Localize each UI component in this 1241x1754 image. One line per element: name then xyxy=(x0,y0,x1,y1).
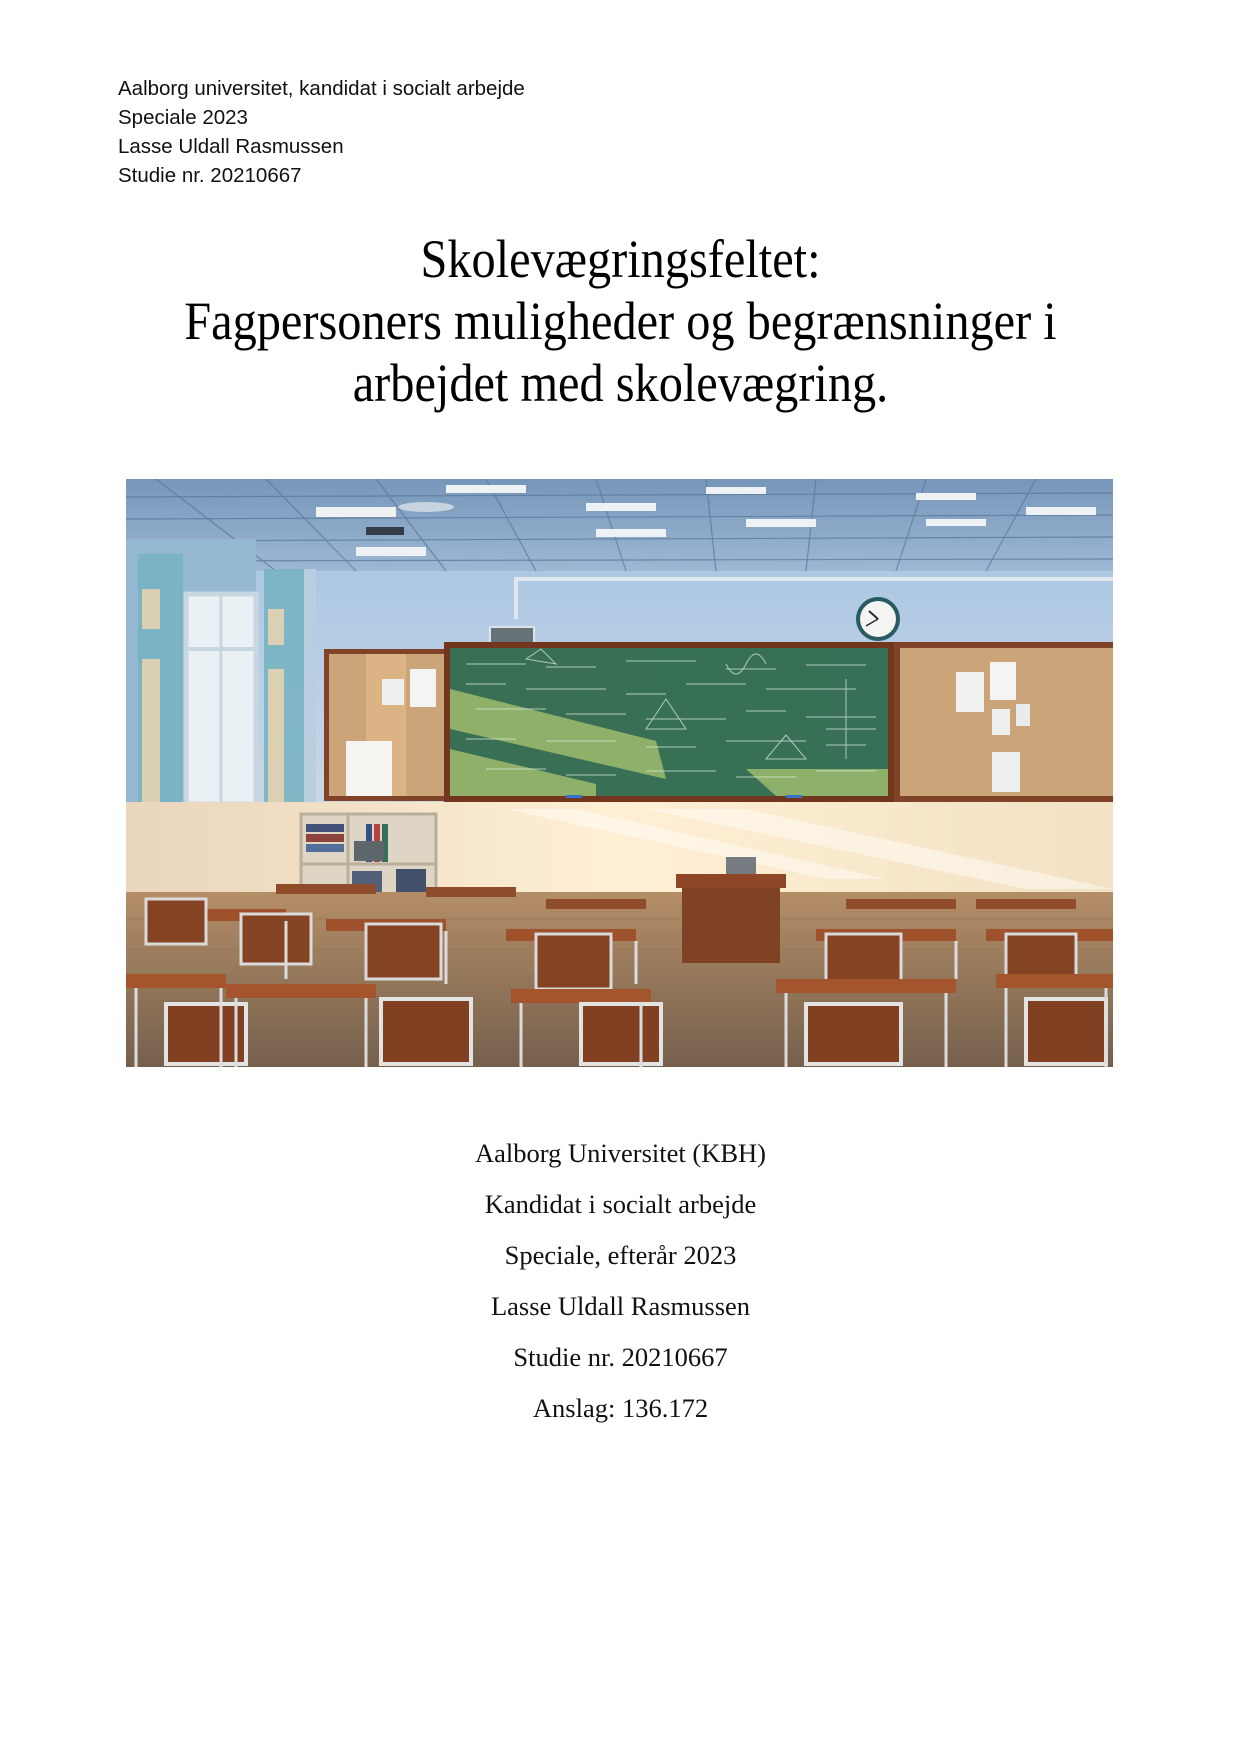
info-program: Kandidat i socialt arbejde xyxy=(484,1189,757,1219)
title-line-2: Fagpersoners muligheder og begrænsninger i xyxy=(184,291,1057,351)
header-author: Lasse Uldall Rasmussen xyxy=(118,135,344,158)
title-line-3: arbejdet med skolevægring. xyxy=(352,353,889,413)
header-university: Aalborg universitet, kandidat i socialt arbejde xyxy=(118,77,525,100)
cover-image-classroom xyxy=(126,479,1113,1067)
header-block xyxy=(118,74,525,190)
header-student-number: Studie nr. 20210667 xyxy=(118,164,302,187)
info-student-number: Studie nr. 20210667 xyxy=(513,1342,728,1372)
info-speciale: Speciale, efterår 2023 xyxy=(504,1240,737,1270)
info-character-count: Anslag: 136.172 xyxy=(532,1393,709,1423)
title-line-1: Skolevægringsfeltet: xyxy=(420,229,821,289)
info-author: Lasse Uldall Rasmussen xyxy=(490,1291,751,1321)
info-block xyxy=(0,1128,1241,1434)
info-university: Aalborg Universitet (KBH) xyxy=(475,1138,766,1168)
page-title xyxy=(0,228,1241,414)
header-speciale: Speciale 2023 xyxy=(118,106,248,129)
